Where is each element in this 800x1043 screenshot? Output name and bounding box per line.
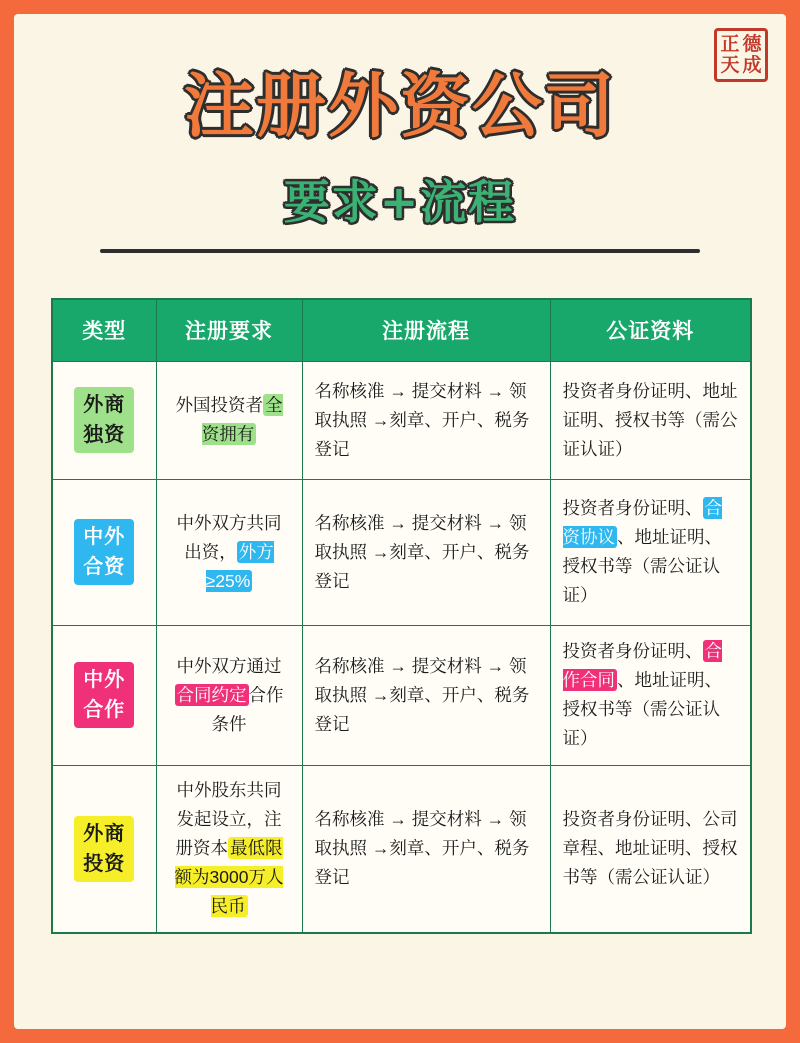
table-row (52, 765, 751, 933)
poster-page (14, 14, 786, 1029)
info-table-wrapper (51, 298, 750, 934)
type-line-1: 外商 (83, 822, 126, 845)
docs-text-post: 、地址证明、授权书等（需公证认证） (562, 527, 722, 605)
cell-flow: 名称核准 → 提交材料 → 领取执照 →刻章、开户、税务登记 (302, 361, 550, 479)
requirement-text-post: 合作条件 (211, 684, 284, 734)
type-line-1: 中外 (83, 526, 126, 548)
cell-type (52, 361, 156, 479)
requirement-highlight: 外方≥25% (205, 541, 274, 591)
cell-type (52, 765, 156, 933)
seal-char-1: 正 (720, 34, 740, 55)
page-subtitle: 要求+流程 (283, 175, 517, 229)
column-header-type: 类型 (52, 299, 156, 361)
type-line-1: 中外 (83, 669, 126, 691)
requirement-text: 中外股东共同发起设立，注册资本 (175, 780, 282, 859)
docs-text-post: 、地址证明、授权书等（需公证认证） (562, 670, 722, 748)
title-divider (100, 249, 700, 253)
cell-requirement (156, 479, 302, 625)
cell-docs (550, 765, 751, 933)
info-table (51, 298, 752, 934)
requirement-text: 外国投资者 (175, 395, 263, 415)
requirement-highlight: 全资拥有 (201, 395, 283, 444)
cell-docs (550, 479, 751, 625)
column-header-flow: 注册流程 (302, 299, 550, 361)
cell-requirement (156, 361, 302, 479)
requirement-text: 中外双方通过 (176, 655, 282, 676)
cell-requirement (156, 625, 302, 765)
type-line-2: 独资 (83, 424, 126, 446)
docs-highlight: 合作合同 (562, 641, 722, 690)
cell-flow: 名称核准 → 提交材料 → 领取执照 →刻章、开户、税务登记 (302, 625, 550, 765)
type-badge (74, 662, 134, 728)
docs-text: 投资者身份证明、 (562, 641, 703, 661)
table-header-row (52, 299, 751, 361)
cell-docs (550, 361, 751, 479)
requirement-text: 中外双方共同出资， (176, 512, 282, 562)
column-header-docs: 公证资料 (550, 299, 751, 361)
type-badge (74, 387, 134, 453)
type-badge (74, 519, 134, 585)
docs-highlight: 合资协议 (562, 498, 722, 547)
column-header-requirement: 注册要求 (156, 299, 302, 361)
cell-flow: 名称核准 → 提交材料 → 领取执照 →刻章、开户、税务登记 (302, 479, 550, 625)
table-row (52, 361, 751, 479)
seal-char-3: 天 (720, 55, 740, 76)
docs-text: 投资者身份证明、公司章程、地址证明、授权书等（需公证认证） (562, 809, 738, 888)
cell-type (52, 625, 156, 765)
type-line-2: 投资 (83, 852, 126, 875)
page-title: 注册外资公司 (184, 65, 616, 147)
cell-flow: 名称核准 → 提交材料 → 领取执照 →刻章、开户、税务登记 (302, 765, 550, 933)
type-line-1: 外商 (83, 394, 126, 416)
requirement-highlight: 合同约定 (176, 684, 247, 705)
type-line-2: 合资 (83, 556, 126, 578)
type-badge (74, 816, 134, 882)
cell-requirement (156, 765, 302, 933)
cell-type (52, 479, 156, 625)
docs-text: 投资者身份证明、 (562, 498, 703, 518)
docs-text: 投资者身份证明、地址证明、授权书等（需公证认证） (562, 380, 738, 459)
cell-docs (550, 625, 751, 765)
requirement-highlight: 最低限额为3000万人民币 (174, 838, 284, 917)
table-row (52, 479, 751, 625)
seal-char-2: 德 (742, 34, 762, 55)
table-row (52, 625, 751, 765)
seal-char-4: 成 (742, 55, 762, 76)
type-line-2: 合作 (83, 699, 126, 721)
